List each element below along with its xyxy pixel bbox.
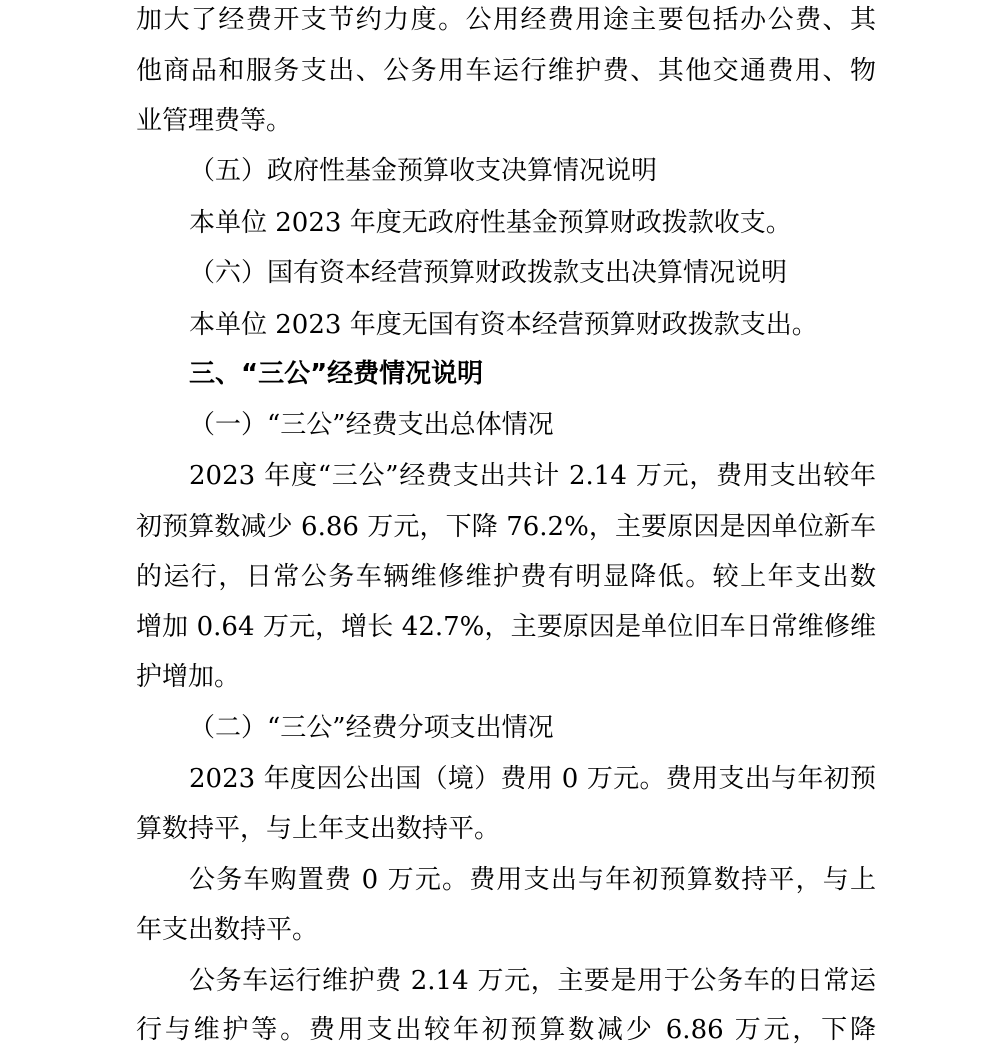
paragraph-line: 他商品和服务支出、公务用车运行维护费、其他交通费用、物	[136, 56, 876, 86]
paragraph-line: 本单位 2023 年度无政府性基金预算财政拨款收支。	[189, 208, 792, 238]
paragraph-line: 业管理费等。	[136, 106, 293, 136]
paragraph-line: 的运行，日常公务车辆维修维护费有明显降低。较上年支出数	[136, 562, 876, 592]
paragraph-line: 增加 0.64 万元，增长 42.7%，主要原因是单位旧车日常维修维	[136, 612, 876, 642]
paragraph-line: 初预算数减少 6.86 万元，下降 76.2%，主要原因是因单位新车	[136, 512, 876, 542]
paragraph-line: 加大了经费开支节约力度。公用经费用途主要包括办公费、其	[136, 5, 876, 35]
paragraph-line: 公务车购置费 0 万元。费用支出与年初预算数持平，与上	[189, 865, 876, 895]
section-heading: （五）政府性基金预算收支决算情况说明	[189, 156, 658, 186]
paragraph-line: 公务车运行维护费 2.14 万元，主要是用于公务车的日常运	[189, 966, 876, 996]
paragraph-line: 本单位 2023 年度无国有资本经营预算财政拨款支出。	[189, 310, 818, 340]
section-heading: （二）“三公”经费分项支出情况	[189, 713, 554, 743]
section-heading: （六）国有资本经营预算财政拨款支出决算情况说明	[189, 258, 788, 288]
paragraph-line: 2023 年度“三公”经费支出共计 2.14 万元，费用支出较年	[189, 461, 876, 491]
chapter-heading: 三、“三公”经费情况说明	[189, 359, 484, 389]
paragraph-line: 年支出数持平。	[136, 915, 319, 945]
paragraph-line: 护增加。	[136, 662, 241, 692]
paragraph-line: 2023 年度因公出国（境）费用 0 万元。费用支出与年初预	[189, 764, 876, 794]
paragraph-line: 算数持平，与上年支出数持平。	[136, 814, 501, 844]
section-heading: （一）“三公”经费支出总体情况	[189, 410, 554, 440]
paragraph-line: 行与维护等。费用支出较年初预算数减少 6.86 万元，下降	[136, 1015, 876, 1045]
